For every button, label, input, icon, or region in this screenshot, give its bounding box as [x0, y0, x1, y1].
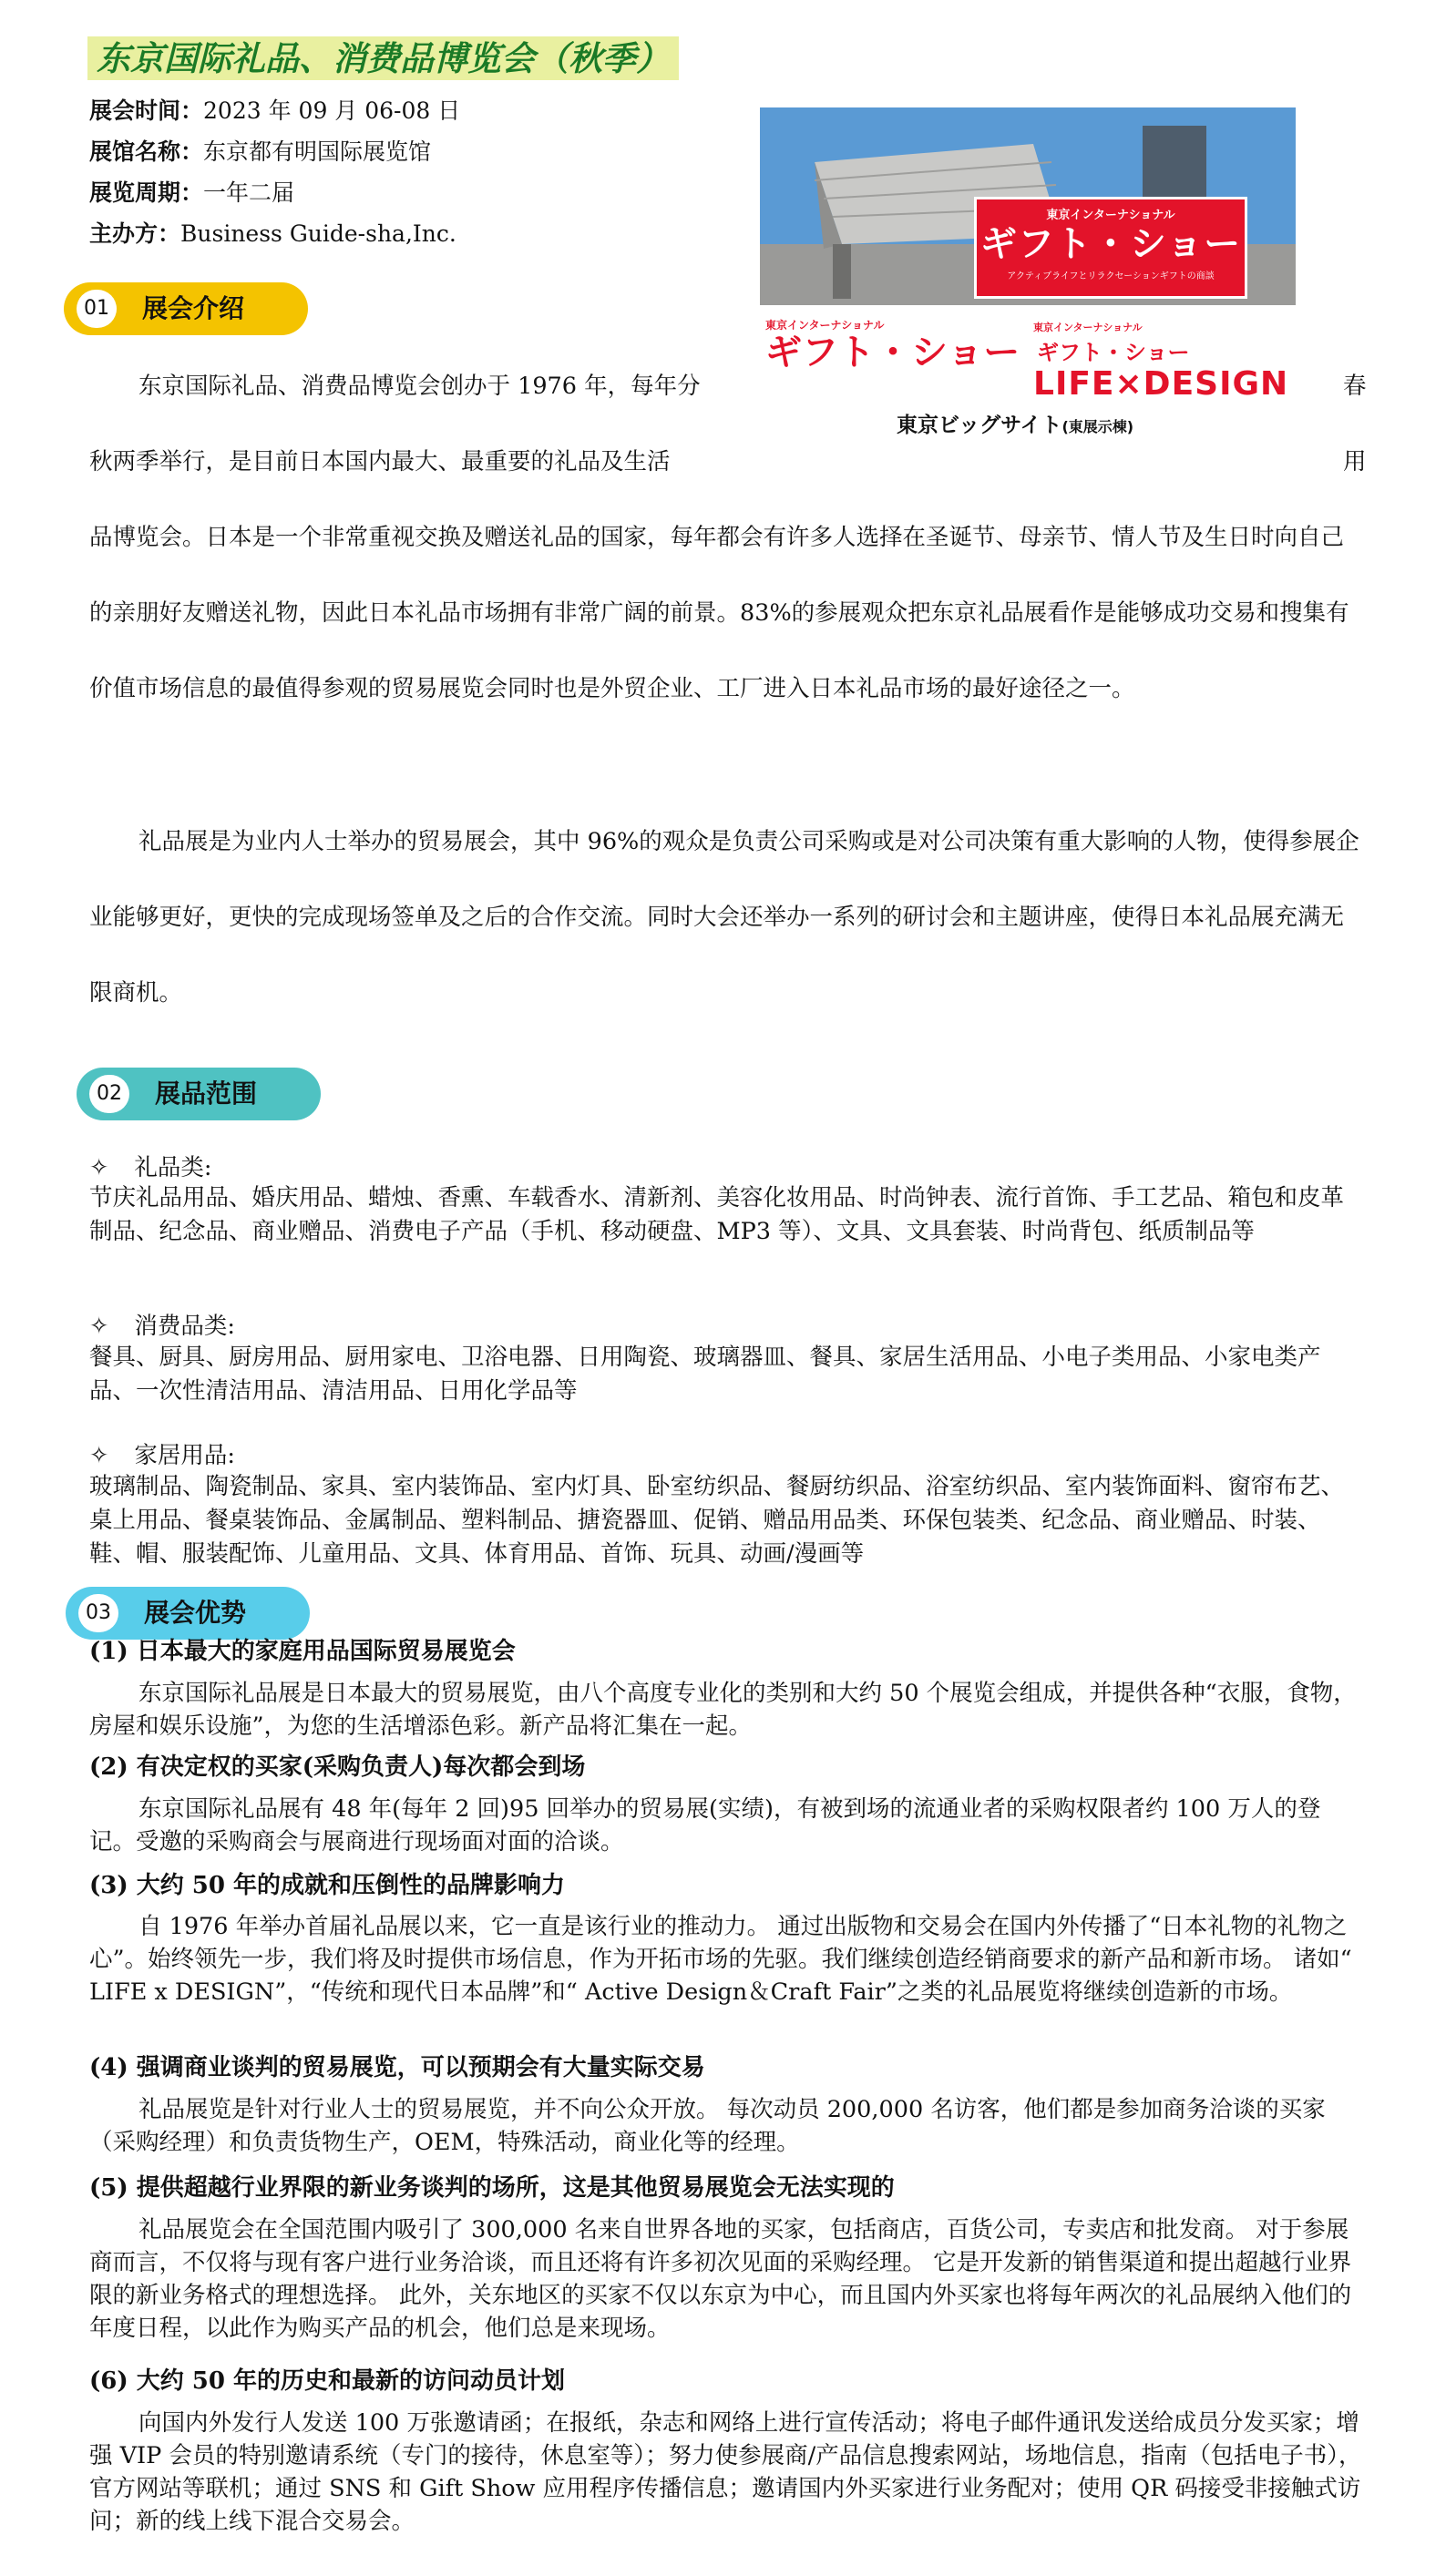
bullet-icon: ✧ — [89, 1154, 109, 1181]
section-label: 展品范围 — [155, 1078, 258, 1109]
section-number: 02 — [89, 1075, 129, 1113]
advantage-6-head: (6) 大约 50 年的历史和最新的访问动员计划 — [89, 2367, 566, 2395]
logo-left — [765, 317, 1020, 373]
meta-key: 展会时间： — [89, 97, 204, 124]
section-label: 展会优势 — [144, 1598, 247, 1628]
meta-cycle — [89, 178, 294, 209]
meta-value: Business Guide-sha,Inc. — [180, 220, 456, 247]
category-home-title — [89, 1437, 235, 1470]
gift-show-banner — [974, 197, 1247, 299]
advantage-5-body: 礼品展览会在全国范围内吸引了 300,000 名来自世界各地的买家，包括商店，百货公司，专卖店和批发商。 对于参展商而言，不仅将与现有客户进行业务洽谈，而且还将有许多初次见面的采购经理。 它是开发新的销售渠道和提出超越行业界限的新业务格式的理想选择。 此外，关东地区的买家不仅以东京为中心，而且国内外买家也将每年两次的礼品展纳入他们的年度日程，以此作为购买产品的机会，他们总是来现场。 — [89, 2216, 1352, 2342]
banner-small-text: 東京インターナショナル — [1046, 209, 1175, 222]
advantage-2-head: (2) 有决定权的买家(采购负责人)每次都会到场 — [89, 1753, 586, 1781]
venue-caption — [897, 408, 1133, 438]
logo-right-sub: LIFE×DESIGN — [1033, 365, 1289, 403]
category-home-items: 玻璃制品、陶瓷制品、家具、室内装饰品、室内灯具、卧室纺织品、餐厨纺织品、浴室纺织品、室内装饰面料、窗帘布艺、桌上用品、餐桌装饰品、金属制品、塑料制品、搪瓷器皿、促销、赠品用品类、环保包装类、纪念品、商业赠品、时装、鞋、帽、服装配饰、儿童用品、文具、体育用品、首饰、玩具、动画/漫画等 — [89, 1473, 1345, 1568]
advantage-4-body: 礼品展览是针对行业人士的贸易展览，并不向公众开放。 每次动员 200,000 名访客，他们都是参加商务洽谈的买家（采购经理）和负责货物生产，OEM，特殊活动，商业化等的经理。 — [89, 2096, 1326, 2156]
advantage-1-head: (1) 日本最大的家庭用品国际贸易展览会 — [89, 1638, 516, 1665]
section-pill-advantages — [66, 1587, 310, 1640]
intro-tail-1: 春 — [1343, 373, 1367, 400]
meta-date — [89, 96, 460, 127]
logo-left-main: ギフト・ショー — [765, 332, 1020, 373]
section-pill-products — [77, 1068, 321, 1120]
category-gifts-title — [89, 1150, 211, 1182]
advantage-1-body: 东京国际礼品展是日本最大的贸易展览，由八个高度专业化的类别和大约 50 个展览会组成，并提供各种“衣服，食物，房屋和娱乐设施”，为您的生活增添色彩。新产品将汇集在一起。 — [89, 1680, 1357, 1740]
advantage-6-body: 向国内外发行人发送 100 万张邀请函；在报纸，杂志和网络上进行宣传活动；将电子邮件通讯发送给成员分发买家；增强 VIP 会员的特别邀请系统（专门的接待，休息室等）；努力使参展商/产品信息搜索网站，场地信息，指南（包括电子书），官方网站等联机；通过 SNS 和 Gift Show 应用程序传播信息；邀请国内外买家进行业务配对；使用 QR 码接受非接触式访问；新的线上线下混合交易会。 — [89, 2409, 1362, 2535]
advantage-3-head: (3) 大约 50 年的成就和压倒性的品牌影响力 — [89, 1872, 566, 1899]
section-label: 展会介绍 — [142, 293, 245, 323]
meta-key: 主办方： — [89, 220, 181, 247]
meta-key: 展馆名称： — [89, 138, 204, 165]
meta-organizer — [89, 219, 456, 250]
intro-text: 东京国际礼品、消费品博览会创办于 1976 年，每年分 — [138, 373, 701, 400]
venue-photo — [760, 107, 1296, 305]
meta-value: 东京都有明国际展览馆 — [203, 138, 432, 165]
logo-right-main: ギフト・ショー — [1037, 340, 1190, 365]
intro-line-2: 秋两季举行，是目前日本国内最大、最重要的礼品及生活 — [89, 448, 671, 475]
category-consumer-title — [89, 1308, 235, 1341]
page-title: 东京国际礼品、消费品博览会（秋季） — [87, 36, 679, 80]
intro-paragraph-2: 礼品展是为业内人士举办的贸易展会，其中 96%的观众是负责公司采购或是对公司决策有重大影响的人物，使得参展企业能够更好，更快的完成现场签单及之后的合作交流。同时大会还举办一系列的研讨会和主题讲座，使得日本礼品展充满无限商机。 — [89, 828, 1359, 1007]
intro-paragraph-rest: 品博览会。日本是一个非常重视交换及赠送礼品的国家，每年都会有许多人选择在圣诞节、母亲节、情人节及生日时向自己的亲朋好友赠送礼物，因此日本礼品市场拥有非常广阔的前景。83%的参展观众把东京礼品展看作是能够成功交易和搜集有价值市场信息的最值得参观的贸易展览会同时也是外贸企业、工厂进入日本礼品市场的最好途径之一。 — [89, 524, 1349, 702]
category-gifts-items: 节庆礼品用品、婚庆用品、蜡烛、香熏、车载香水、清新剂、美容化妆用品、时尚钟表、流行首饰、手工艺品、箱包和皮革制品、纪念品、商业赠品、消费电子产品（手机、移动硬盘、MP3 等）、文具、文具套装、时尚背包、纸质制品等 — [89, 1184, 1345, 1245]
category-title: 礼品类: — [134, 1154, 212, 1181]
venue-caption-paren: (東展示棟) — [1061, 418, 1134, 435]
section-pill-intro — [64, 282, 308, 335]
advantage-5-head: (5) 提供超越行业界限的新业务谈判的场所，这是其他贸易展览会无法实现的 — [89, 2174, 895, 2202]
gift-show-logos — [760, 312, 1296, 403]
category-title: 消费品类: — [134, 1313, 235, 1340]
intro-line-1 — [89, 349, 745, 424]
meta-key: 展览周期： — [89, 179, 204, 206]
category-title: 家居用品: — [134, 1442, 235, 1469]
section-number: 01 — [77, 290, 117, 328]
meta-value: 一年二届 — [203, 179, 295, 206]
section-number: 03 — [78, 1594, 118, 1632]
bullet-icon: ✧ — [89, 1442, 109, 1469]
intro-tail-2: 用 — [1343, 448, 1367, 475]
meta-value: 2023 年 09 月 06-08 日 — [203, 97, 461, 124]
banner-main-text: ギフト・ショー — [979, 223, 1242, 265]
logo-right — [1033, 317, 1296, 403]
logo-left-small: 東京インターナショナル — [765, 319, 885, 332]
category-consumer-items: 餐具、厨具、厨房用品、厨用家电、卫浴电器、日用陶瓷、玻璃器皿、餐具、家居生活用品、小电子类用品、小家电类产品、一次性清洁用品、清洁用品、日用化学品等 — [89, 1344, 1321, 1405]
venue-caption-main: 東京ビッグサイト — [897, 414, 1062, 437]
bullet-icon: ✧ — [89, 1313, 109, 1340]
advantage-3-body: 自 1976 年举办首届礼品展以来，它一直是该行业的推动力。 通过出版物和交易会在国内外传播了“日本礼物的礼物之心”。始终领先一步，我们将及时提供市场信息，作为开拓市场的先驱。我们继续创造经销商要求的新产品和新市场。 诸如“ LIFE x DESIGN”，“传统和现代日本品牌”和“ Active Design＆Craft Fair”之类的礼品展览将继续创造新的市场。 — [89, 1913, 1352, 2006]
advantage-4-head: (4) 强调商业谈判的贸易展览，可以预期会有大量实际交易 — [89, 2054, 705, 2081]
meta-venue — [89, 137, 431, 168]
advantage-2-body: 东京国际礼品展有 48 年(每年 2 回)95 回举办的贸易展(实绩)，有被到场的流通业者的采购权限者约 100 万人的登记。受邀的采购商会与展商进行现场面对面的洽谈。 — [89, 1795, 1321, 1855]
logo-right-small: 東京インターナショナル — [1033, 322, 1143, 333]
banner-sub-text: アクティブライフとリラクセーションギフトの商談 — [1007, 271, 1215, 281]
